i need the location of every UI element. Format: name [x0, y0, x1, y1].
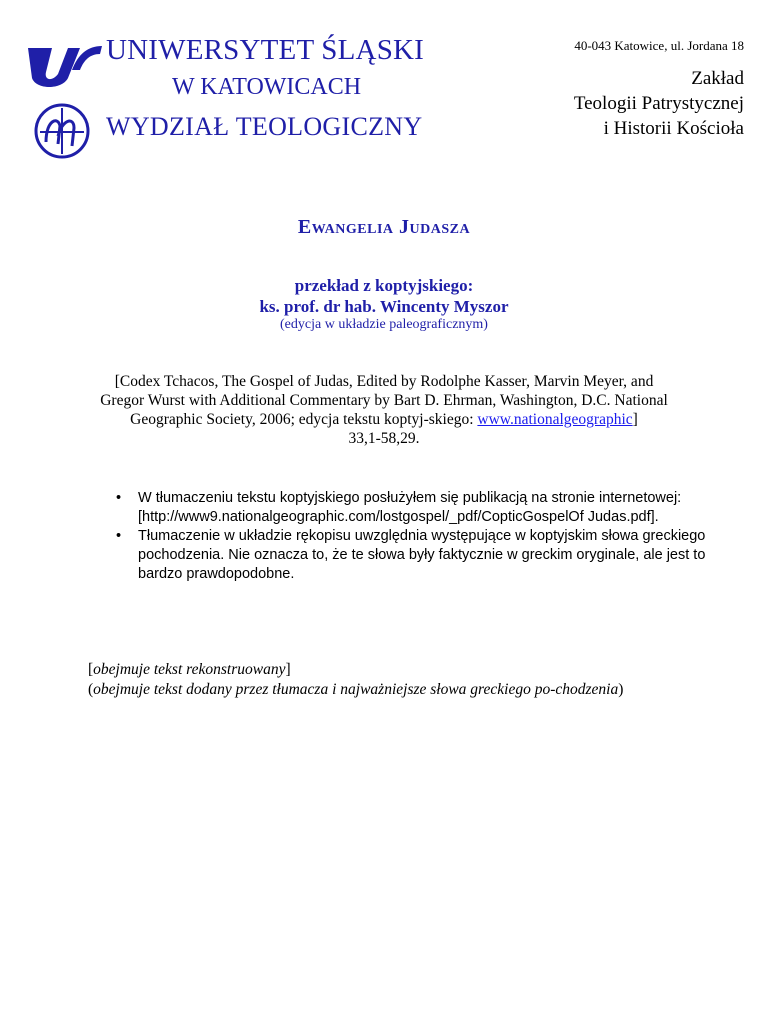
legend-text: obejmuje tekst rekonstruowany: [93, 661, 286, 678]
bracket-open: [: [88, 661, 94, 678]
document-title: Ewangelia Judasza: [297, 216, 471, 238]
faculty-name: WYDZIAŁ TEOLOGICZNY: [106, 112, 423, 141]
department-line: Zakład: [691, 68, 744, 89]
paren-open: (: [88, 681, 94, 698]
citation-close: ]: [632, 411, 638, 428]
translator-name: ks. prof. dr hab. Wincenty Myszor: [259, 297, 509, 316]
list-item: • Tłumaczenie w układzie rękopisu uwzględnia występujące w koptyjskim słowa greckiego pochodzenia. Nie oznacza to, że te słowa były faktycznie w greckim oryginale, ale jest to bardzo prawdopodobne.: [138, 527, 718, 584]
faculty-logo-icon: [32, 102, 92, 160]
citation-text: [Codex Tchacos, The Gospel of Judas, Edited by Rodolphe Kasser, Marvin Meyer, and Gregor Wurst with Additional Commentary by Bart D. Ehrman, Washington, D.C. National Geographic Society, 2006; edycja tekstu koptyj-skiego:: [100, 373, 668, 428]
paren-close: ): [618, 681, 624, 698]
university-city: W KATOWICACH: [172, 74, 362, 100]
header-branding: [22, 34, 452, 164]
bracket-close: ]: [285, 661, 291, 678]
university-logo-icon: [22, 40, 102, 90]
address: 40-043 Katowice, ul. Jordana 18: [574, 38, 744, 53]
legend-text: obejmuje tekst dodany przez tłumacza i najważniejsze słowa greckiego po-chodzenia: [93, 681, 619, 698]
department: [574, 66, 744, 141]
legend: [88, 660, 688, 700]
legend-item-added: [88, 680, 688, 700]
edition-note: (edycja w układzie paleograficznym): [280, 317, 488, 332]
notes-list: [108, 489, 718, 584]
department-line: i Historii Kościoła: [603, 118, 744, 139]
legend-item-reconstructed: [88, 660, 688, 680]
translation-info: [0, 275, 768, 317]
citation: [95, 372, 673, 448]
university-name: UNIWERSYTET ŚLĄSKI: [106, 34, 425, 66]
citation-range: 33,1-58,29.: [348, 430, 420, 447]
translation-label: przekład z koptyjskiego:: [294, 276, 474, 295]
list-item: • W tłumaczeniu tekstu koptyjskiego posłużyłem się publikacją na stronie internetowej: [http://www9.nationalgeographic.com/lostgospel/_pdf/CopticGospelOf Judas.pdf].: [138, 489, 718, 527]
national-geographic-link[interactable]: www.nationalgeographic: [477, 411, 633, 428]
department-line: Teologii Patrystycznej: [573, 93, 744, 114]
